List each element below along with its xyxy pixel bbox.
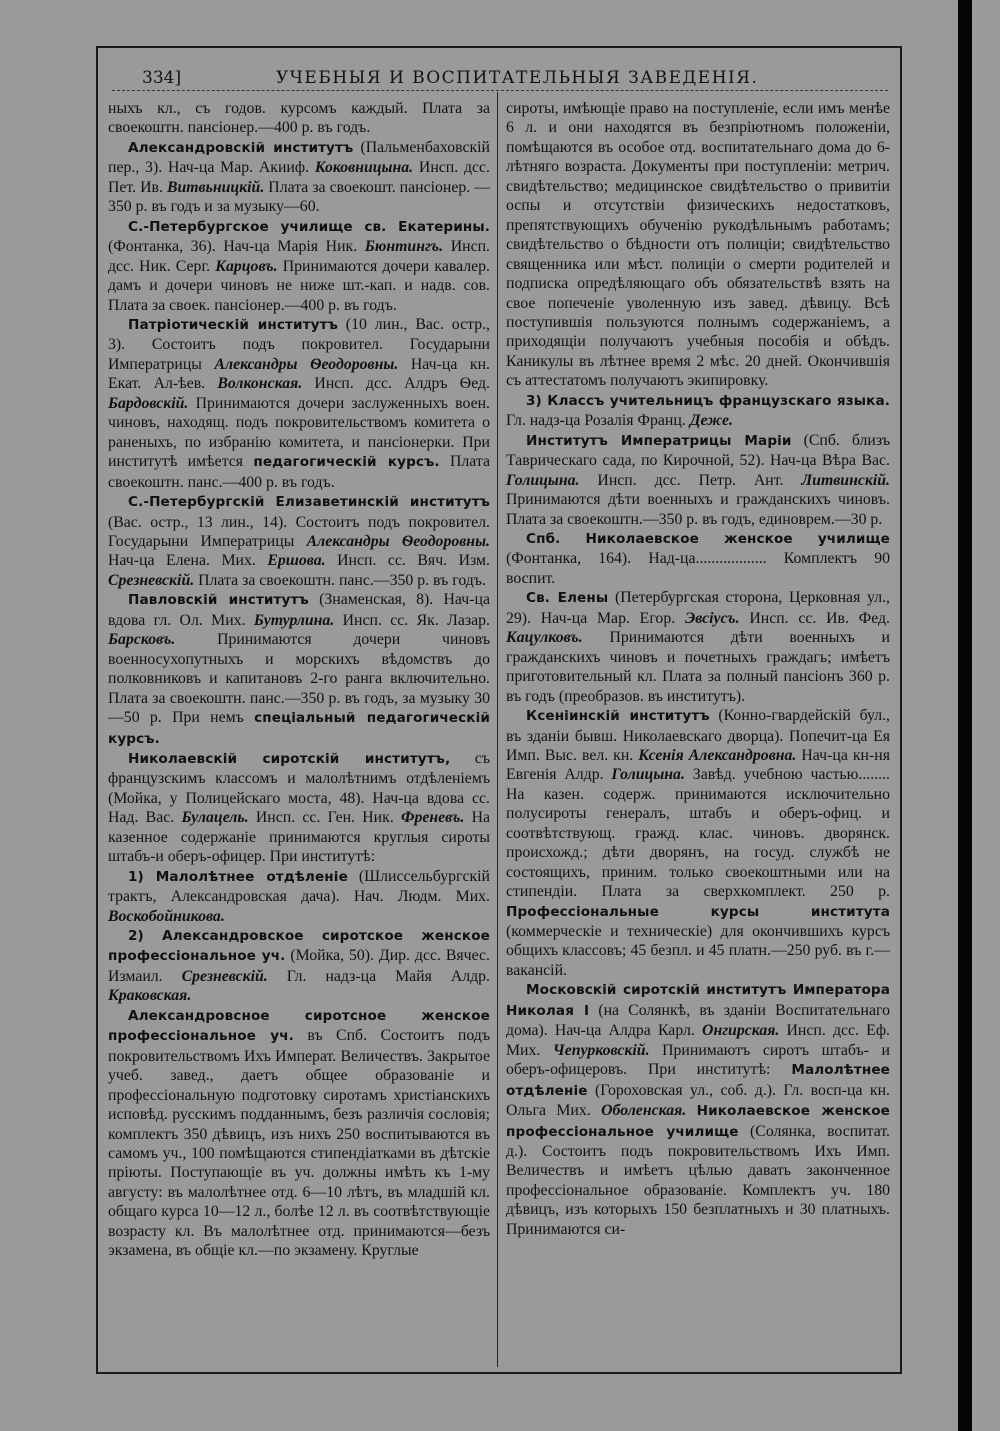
entry-text: Инсп. дсс. Алдръ Ѳед.	[302, 375, 490, 393]
entry-text: Нач-ца Елена. Мих.	[108, 552, 268, 570]
person-surname: Ксенія Александровна.	[638, 746, 797, 764]
entry-paragraph	[108, 590, 490, 749]
person-surname: Деже.	[689, 412, 733, 430]
entry-text: Принимаются дочери заслуженныхъ воен. чиновъ, находящ. подъ покровительствомъ комитета о раненыхъ, по избранію комитета, и пансіонерки. При институтѣ имѣется	[108, 394, 490, 471]
entry-paragraph	[108, 138, 490, 217]
person-surname: Коковницына.	[314, 159, 414, 177]
person-surname: Булацель.	[181, 809, 249, 827]
left-column	[108, 99, 490, 1261]
entry-paragraph	[506, 980, 890, 1239]
entry-paragraph	[108, 867, 490, 926]
entry-text: (коммерческіе и техническіе) для окончившихъ курсъ общихъ классовъ; 45 безпл. и 45 платн.—250 руб. въ г.—вакансій.	[506, 923, 890, 979]
entry-paragraph	[506, 706, 890, 980]
person-surname: Краковская.	[108, 987, 192, 1005]
institution-heading: Профессіональные курсы института	[506, 903, 890, 920]
entry-paragraph	[108, 217, 490, 315]
entry-text: (Петербургская сторона, Церковная ул., 29). Нач-ца Мар. Егор.	[506, 589, 890, 627]
institution-heading: Св. Елены	[526, 590, 609, 607]
person-surname: Бутурлина.	[253, 611, 335, 629]
entry-text: ныхъ кл., съ годов. курсомъ каждый. Плата за своекоштн. пансіонер.—400 р. въ годъ.	[108, 100, 490, 137]
institution-heading: 3) Классъ учительницъ французскаго языка.	[526, 392, 890, 409]
entry-text: Принимаются дочери кавалер. дамъ и дочери чиновъ не ниже шт.-кап. и надв. сов. Плата за своек. пансіонер.—400 р. въ годъ.	[108, 257, 490, 314]
person-surname: Срезневскій.	[181, 967, 268, 985]
person-surname: Воскобойникова.	[108, 907, 225, 925]
entry-text: Инсп. сс. Як. Лазар.	[334, 611, 490, 629]
person-surname: Карцовъ.	[215, 257, 278, 275]
entry-text: (10 лин., Вас. остр., 3). Состоитъ подъ покровител. Государыни Императрицы	[108, 315, 490, 373]
institution-heading: Николаевское женское профессіональное училище	[506, 1103, 891, 1140]
entry-text: (Спб. близъ Таврическаго сада, по Кирочной, 52). Нач-ца Вѣра Вас.	[506, 431, 890, 470]
page-number: 334]	[142, 68, 182, 88]
person-surname: Бардовскій.	[108, 394, 189, 412]
person-surname: Александры Ѳеодоровны.	[306, 532, 490, 550]
entry-text: сироты, имѣющіе право на поступленіе, если имъ менѣе 6 л. и они находятся въ безпріютномъ положеніи, помѣщаются въ особое отд. воспитательнаго дома до 6-лѣтняго возраста. Документы при поступленіи: метрич. свидѣтельство; медицинское свидѣтельство о привитіи оспы и отсутствіи физическихъ недостатковъ, препятствующихъ обученію рукодѣльнымъ работамъ; свидѣтельство о бѣдности отъ полиціи; свидѣтельство священника или мѣст. полиціи о смерти родителей и подписка опредѣляющаго объ обязательствѣ взять на свое попеченіе уволенную изъ завед. дѣвицу. Всѣ поступившія пользуются полнымъ содержаніемъ, а приходящіи получаютъ учебныя пособія и обѣдъ. Каникулы въ лѣтнее время 2 мѣс. 20 дней. Окончившія съ аттестатомъ получаютъ экипировку.	[506, 100, 890, 390]
person-surname: Бюнтингъ.	[364, 238, 444, 256]
entry-text: Инсп. сс. Ген. Ник.	[248, 809, 402, 827]
entry-text: Гл. надз-ца Майя Алдр.	[267, 967, 490, 985]
right-column	[506, 99, 890, 1239]
entry-paragraph	[108, 926, 490, 1006]
institution-heading: С.-Петербургское училище св. Екатерины.	[128, 218, 490, 235]
entry-paragraph	[108, 315, 490, 492]
entry-text: Инсп. дсс. Ник. Серг.	[108, 238, 491, 275]
person-surname: Срезневскій.	[108, 571, 195, 589]
person-surname: Волконская.	[217, 375, 303, 393]
institution-heading: педагогическій курсъ.	[253, 454, 440, 471]
entry-text: Инсп. сс. Вяч. Изм.	[325, 552, 490, 570]
entry-text: съ французскимъ классомъ и малолѣтнимъ отдѣленіемъ (Мойка, у Полицейскаго моста, 48). Нач-ца вдова сс. Над. Вас.	[108, 749, 490, 827]
entry-text: Принимаются дѣти военныхъ и гражданскихъ чиновъ. Плата за своекоштн.—350 р. въ годъ, единоврем.—30 р.	[506, 491, 890, 528]
institution-heading: 1) Малолѣтнее отдѣленіе	[128, 868, 348, 885]
entry-paragraph	[108, 1006, 490, 1261]
entry-text: (Гороховская ул., соб. д.). Гл. восп-ца кн. Ольга Мих.	[506, 1081, 890, 1120]
entry-text: (Конно-гвардейскій бул., въ зданіи бывш. Николаевскаго дворца). Попечит-ца Ея Имп. Выс. вел. кн.	[506, 707, 891, 764]
entry-text: (Солянка, воспитат. д.). Состоитъ подъ покровительствомъ Ихъ Имп. Величествъ и имѣетъ цѣлью давать законченное профессіональное образованіе. Комплектъ уч. 180 дѣвицъ, изъ которыхъ 150 безплатныхъ и 30 платныхъ. Принимаются си-	[506, 1122, 890, 1238]
person-surname: Онгирская.	[702, 1022, 780, 1040]
header-rule	[112, 90, 888, 91]
entry-text: (Фонтанка, 164). Над-ца.................. Комплектъ 90 воспит.	[506, 550, 890, 587]
book-page	[96, 46, 902, 1374]
institution-heading: Ксеніинскій институтъ	[526, 708, 710, 725]
institution-heading: С.-Петербургскій Елизаветинскій институтъ	[128, 494, 490, 511]
entry-text: Плата за своекошт. пансіонер. — 350 р. въ годъ и за музыку—60.	[108, 178, 490, 216]
entry-text: (на Солянкѣ, въ зданіи Воспитательнаго дома). Нач-ца Алдра Карл.	[506, 1001, 891, 1040]
person-surname: Барсковъ.	[108, 631, 176, 649]
scan-edge-bar	[958, 0, 972, 1431]
institution-heading: Московскій сиротскій институтъ Императора Николая I	[506, 982, 890, 1019]
entry-text: Нач-ца кн. Екат. Ал-ѣев.	[108, 355, 490, 393]
person-surname: Витвьницкій.	[166, 178, 265, 196]
entry-text: Принимаются дочери чиновъ военносухопутныхъ и морскихъ вѣдомствъ до полковниковъ и капитановъ 2-го ранга включительно. Плата за своекоштн. панс.—350 р. въ годъ, за музыку 30—50 р. При немъ	[108, 631, 490, 727]
institution-heading: 2) Александровское сиротское женское профессіональное уч.	[108, 928, 490, 965]
entry-text: Завѣд. учебною частью........ На казен. содерж. принимаются исключительно полусироты генералъ, штабъ и оберъ-офиц. и соотвѣтствующ. гражд. клас. чиновъ. дворянск. происхожд.; дѣти дворянъ, на госуд. службѣ не состоящихъ, приним. только своекоштными или на стипендіи. Плата за сверхкомплект. 250 р.	[506, 766, 890, 901]
institution-heading: Николаевскій сиротскій институтъ,	[128, 750, 451, 767]
person-surname: Литвинскій.	[801, 471, 890, 489]
person-surname: Голицына.	[611, 766, 685, 784]
institution-heading: Институтъ Императрицы Маріи	[526, 432, 792, 449]
column-divider	[497, 92, 498, 1367]
entry-text: Плата своекоштн. панс.—400 р. въ годъ.	[108, 453, 490, 491]
entry-text: Принимаютъ сиротъ штабъ- и оберъ-офицеровъ. При институтѣ:	[506, 1041, 890, 1079]
entry-text: (Мойка, 50). Дир. дсс. Вячес. Измаил.	[108, 947, 490, 985]
person-surname: Чепурковскій.	[552, 1041, 650, 1059]
entry-text: Инсп. дсс. Пет. Ив.	[108, 159, 490, 196]
entry-text: (Знаменская, 8). Нач-ца вдова гл. Ол. Мих.	[108, 591, 490, 629]
person-surname: Френевъ.	[401, 809, 465, 827]
entry-text: Нач-ца кн-ня Евгенія Алдр.	[506, 746, 890, 784]
institution-heading: Патріотическій институтъ	[128, 316, 338, 333]
running-title: УЧЕБНЫЯ И ВОСПИТАТЕЛЬНЫЯ ЗАВЕДЕНІЯ.	[276, 68, 759, 88]
institution-heading: Малолѣтнее отдѣленіе	[506, 1062, 890, 1099]
entry-text: (Вас. остр., 13 лин., 14). Состоитъ подъ покровител. Государыни Императрицы	[108, 513, 490, 550]
person-surname: Оболенская.	[601, 1102, 687, 1120]
entry-paragraph	[108, 749, 490, 867]
entry-text: (Пальменбаховскій пер., 3). Нач-ца Мар. Акииф.	[108, 138, 490, 177]
entry-paragraph	[108, 492, 490, 590]
entry-text: Гл. надз-ца Розалія Франц.	[506, 412, 690, 430]
entry-text: На казенное содержаніе принимаются круглыя сироты штабъ-и оберъ-офицер. При институтѣ:	[108, 809, 490, 866]
entry-text: (Шлиссельбургскій трактъ, Александровская дача). Нач. Людм. Мих.	[108, 867, 490, 906]
entry-paragraph	[506, 588, 890, 706]
entry-paragraph	[506, 99, 890, 391]
person-surname: Голицына.	[506, 471, 580, 489]
person-surname: Эвсіусъ.	[684, 609, 740, 627]
entry-text: (Фонтанка, 36). Нач-ца Марія Ник.	[108, 238, 365, 256]
entry-text: Инсп. сс. Ив. Фед.	[739, 609, 890, 627]
institution-heading: Александровсное сиротсное женское профессіональное уч.	[108, 1007, 490, 1045]
institution-heading: Спб. Николаевское женское училище	[526, 530, 890, 547]
entry-text	[686, 1102, 696, 1119]
entry-text: Инсп. дсс. Еф. Мих.	[506, 1022, 891, 1059]
entry-text: въ Спб. Состоитъ подъ покровительствомъ Ихъ Императ. Величествъ. Закрытое учеб. завед., даетъ общее образованіе и профессіональную подготовку сиротамъ христіанскихъ исповѣд. русскимъ подданнымъ, безъ различія сословія; комплектъ 350 дѣвицъ, изъ нихъ 250 воспитываются въ самомъ уч., 100 помѣщаются стипендіатками въ дѣтскіе пріюты. Поступающіе въ уч. должны имѣть къ 1-му августу: въ малолѣтнее отд. 6—10 лѣтъ, въ младшій кл. общаго курса 10—12 л., болѣе 12 л. въ соотвѣтствующіе возрасту кл. Въ малолѣтнее отд. принимаются—безъ экзамена, въ общіе кл.—по экзамену. Круглые	[108, 1027, 490, 1260]
person-surname: Александры Ѳеодоровны.	[214, 355, 399, 373]
institution-heading: спеціальный педагогическій курсъ.	[108, 710, 490, 747]
entry-text: Принимаются дѣти военныхъ и гражданскихъ чиновъ и почетныхъ граждагь; имѣетъ приготовительный кл. Плата за полный пансіонъ 360 р. въ годъ (преобразов. въ институтъ).	[506, 629, 890, 705]
entry-paragraph	[506, 431, 890, 529]
person-surname: Ершова.	[267, 552, 326, 570]
entry-text: Инсп. дсс. Петр. Ант.	[579, 471, 802, 489]
entry-paragraph	[108, 99, 490, 138]
entry-paragraph	[506, 529, 890, 588]
institution-heading: Павловскій институтъ	[128, 592, 309, 609]
entry-text: Плата за своекоштн. панс.—350 р. въ годъ.	[194, 571, 486, 589]
person-surname: Кацулковъ.	[506, 629, 583, 647]
institution-heading: Александровскій институтъ	[128, 139, 354, 156]
entry-paragraph	[506, 391, 890, 431]
